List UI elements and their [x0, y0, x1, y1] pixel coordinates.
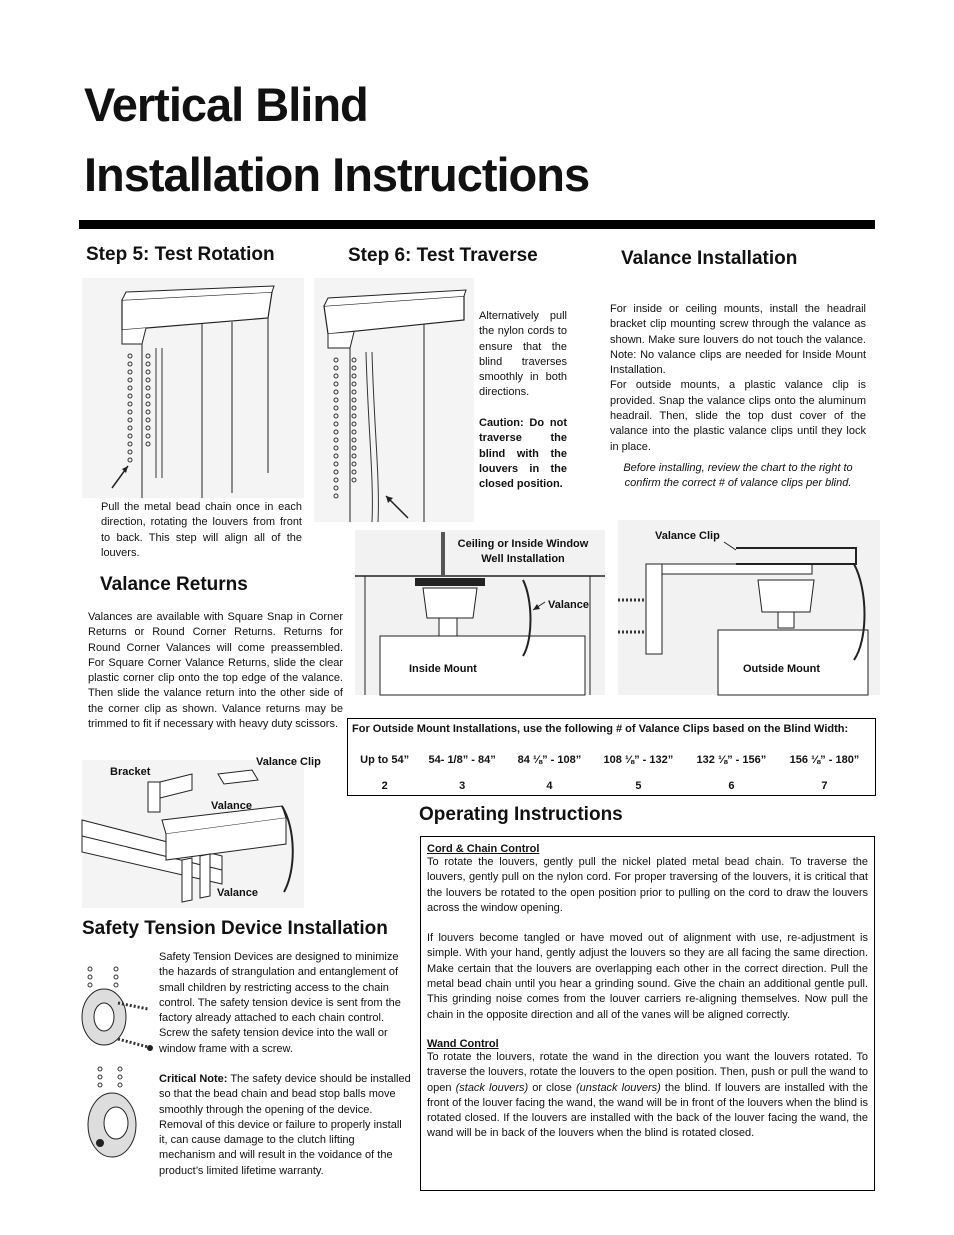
step6-heading: Step 6: Test Traverse [348, 245, 538, 266]
table-row [352, 773, 871, 799]
safety-device-illustration-1 [78, 965, 154, 1057]
valance-clip-table [347, 718, 876, 796]
test-traverse-illustration [314, 278, 474, 522]
outside-mount-label: Outside Mount [743, 663, 820, 675]
bracket-label: Bracket [110, 766, 151, 778]
cord-chain-p1: To rotate the louvers, gently pull the nickel plated metal bead chain. To traverse the louvers, gently pull on the nylon cord. For proper traversing of the louvers, it is critical that the louvers be rotated to the open position prior to pulling on the cord to draw the louvers across the window opening. [427, 856, 868, 914]
valance-label: Valance [548, 599, 589, 611]
return-valance-label-bottom: Valance [217, 887, 258, 899]
table-row [352, 747, 871, 773]
width-cell: 156 ⅛” - 180” [789, 754, 860, 766]
valance-installation-p2: For outside mounts, a plastic valance clip is provided. Snap the valance clips onto the aluminum headrail. Then, slide the top dust cover of the valance into the plastic valance clips until they lock in place. [610, 379, 866, 453]
step5-heading: Step 5: Test Rotation [86, 244, 275, 265]
safety-text: Safety Tension Devices are designed to minimize the hazards of strangulation and entanglement of small children by restricting access to the chain control. The safety tension device is sent from the factory already attached to each chain control. Screw the safety tension device into the wall or window frame with a screw. [159, 951, 401, 1055]
wand-open-term: (stack louvers) [455, 1081, 529, 1094]
valance-installation-text [610, 302, 866, 455]
wand-text-c: the blind. If louvers are installed with the front of the louver facing the wand, the wand will be in front of the louvers when the blind is rotated closed. If the louvers are installed with the back of the louver facing the wand, the wand will be in back of the louvers when the blind is rotated closed. [427, 1081, 868, 1140]
inside-mount-label: Inside Mount [409, 663, 477, 675]
step6-caution: Caution: Do not traverse the blind with the louvers in the closed position. [479, 417, 567, 491]
title-line-1: Vertical Blind [84, 78, 368, 131]
wand-text-b: or close [528, 1081, 576, 1094]
test-rotation-illustration [82, 278, 304, 498]
clip-table-header: For Outside Mount Installations, use the following # of Valance Clips based on the Blind Width: [352, 723, 849, 735]
cord-chain-title: Cord & Chain Control [427, 843, 540, 855]
safety-critical-note [159, 1072, 411, 1179]
operating-heading: Operating Instructions [419, 804, 623, 825]
width-cell: 108 ⅛” - 132” [603, 754, 674, 766]
step6-text: Alternatively pull the nylon cords to ensure that the blind traverses smoothly in both directions. [479, 310, 567, 399]
operating-instructions-box [420, 836, 875, 1191]
clip-count-cell: 2 [381, 780, 388, 792]
critical-note-label: Critical Note: [159, 1073, 228, 1085]
wand-close-term: (unstack louvers) [575, 1081, 661, 1094]
clip-count-cell: 7 [821, 780, 828, 792]
title-divider [79, 220, 875, 229]
clip-count-cell: 6 [728, 780, 735, 792]
cord-chain-p2: If louvers become tangled or have moved out of alignment with use, re-adjustment is simple. With your hand, gently adjust the louvers so they are all facing the same direction. Make certain that the louvers are overlapping each other in the correct direction. Pull the metal bead chain until you hear a grinding sound. Give the chain an additional gentle pull. This grinding noise comes from the louver carriers re-aligning themselves. Now pull the chain in the opposite direction and all of the vanes will be aligned correctly. [427, 932, 868, 1021]
clip-count-cell: 3 [459, 780, 466, 792]
valance-return-illustration [82, 760, 304, 908]
valance-clip-label: Valance Clip [655, 530, 720, 542]
width-cell: 132 ⅛” - 156” [696, 754, 767, 766]
return-valance-label-top: Valance [211, 800, 252, 812]
wand-text-a: To rotate the louvers, rotate the wand in the direction you want the louvers rotated. To traverse the louvers, rotate the louvers to the open position. Then, push or pull the wand to open [427, 1050, 868, 1094]
clip-count-cell: 4 [546, 780, 553, 792]
valance-returns-heading: Valance Returns [100, 574, 248, 595]
safety-heading: Safety Tension Device Installation [82, 918, 388, 939]
safety-device-illustration-2 [86, 1065, 150, 1165]
critical-note-text: The safety device should be installed so that the bead chain and bead stop balls move smoothly through the opening of the device. Removal of this device or failure to properly install it, can cause damage to the clutch lifting mechanism and will result in the voidance of the product’s limited lifetime warranty. [159, 1073, 411, 1177]
page-title [84, 70, 589, 210]
ceiling-installation-label: Ceiling or Inside Window Well Installation [457, 538, 589, 565]
valance-installation-note: Before installing, review the chart to the right to confirm the correct # of valance clips per blind. [623, 462, 853, 490]
clip-count-cell: 5 [635, 780, 642, 792]
title-line-2: Installation Instructions [84, 148, 590, 201]
width-cell: Up to 54” [360, 754, 410, 766]
wand-control-text [427, 1050, 868, 1142]
valance-returns-text: Valances are available with Square Snap in Corner Returns or Round Corner Returns. Returns for Round Corner Valances will come preassembled. For Square Corner Valance Returns, slide the clear plastic corner clip onto the top edge of the valance. Then slide the valance return into the other side of the corner clip as shown. Valance returns may be trimmed to fit if necessary with heavy duty scissors. [88, 611, 343, 731]
width-cell: 84 ⅛” - 108” [517, 754, 582, 766]
step5-caption: Pull the metal bead chain once in each direction, rotating the louvers from front to back. This step will align all of the louvers. [101, 501, 302, 559]
wand-control-title: Wand Control [427, 1037, 499, 1050]
width-cell: 54- 1/8” - 84” [428, 754, 496, 766]
valance-installation-heading: Valance Installation [621, 248, 798, 269]
return-valance-clip-label: Valance Clip [256, 756, 321, 768]
valance-installation-p1: For inside or ceiling mounts, install the headrail bracket clip mounting screw through the valance as shown. Make sure louvers do not touch the valance. Note: No valance clips are needed for Inside Mount Installation. [610, 303, 866, 377]
clip-table-grid [352, 747, 871, 799]
